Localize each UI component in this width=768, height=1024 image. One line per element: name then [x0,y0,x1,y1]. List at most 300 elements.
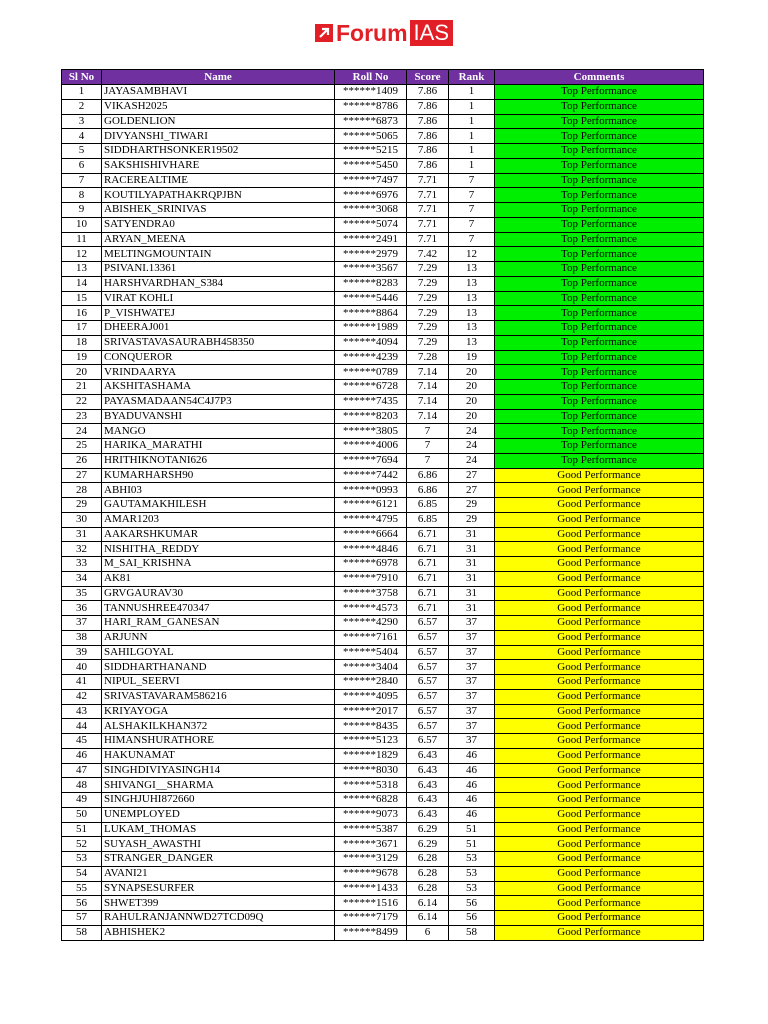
cell-name: MELTINGMOUNTAIN [102,247,335,262]
cell-score: 7.71 [407,173,449,188]
cell-score: 6.86 [407,468,449,483]
cell-sl-no: 53 [62,852,102,867]
cell-comment: Good Performance [495,837,704,852]
cell-roll-no: ******9073 [335,807,407,822]
cell-sl-no: 27 [62,468,102,483]
cell-name: AVANI21 [102,866,335,881]
cell-comment: Top Performance [495,232,704,247]
cell-score: 7.86 [407,129,449,144]
cell-sl-no: 3 [62,114,102,129]
cell-sl-no: 2 [62,99,102,114]
cell-roll-no: ******3671 [335,837,407,852]
cell-score: 6.57 [407,675,449,690]
cell-rank: 24 [449,424,495,439]
cell-roll-no: ******7435 [335,394,407,409]
cell-sl-no: 47 [62,763,102,778]
cell-name: SAKSHISHIVHARE [102,158,335,173]
table-row [62,837,704,852]
cell-rank: 31 [449,571,495,586]
table-row [62,365,704,380]
cell-roll-no: ******7442 [335,468,407,483]
cell-comment: Good Performance [495,542,704,557]
table-row [62,719,704,734]
cell-name: NISHITHA_REDDY [102,542,335,557]
cell-score: 6.28 [407,852,449,867]
table-row [62,129,704,144]
cell-name: HAKUNAMAT [102,748,335,763]
cell-roll-no: ******4239 [335,350,407,365]
cell-name: AKSHITASHAMA [102,380,335,395]
table-row [62,807,704,822]
cell-score: 7.29 [407,262,449,277]
table-row [62,616,704,631]
cell-name: SUYASH_AWASTHI [102,837,335,852]
cell-name: HARI_RAM_GANESAN [102,616,335,631]
cell-comment: Top Performance [495,306,704,321]
cell-score: 7.86 [407,144,449,159]
cell-score: 7.29 [407,335,449,350]
table-row [62,99,704,114]
table-row [62,689,704,704]
cell-comment: Good Performance [495,689,704,704]
cell-sl-no: 10 [62,217,102,232]
cell-comment: Top Performance [495,409,704,424]
cell-comment: Top Performance [495,439,704,454]
cell-name: UNEMPLOYED [102,807,335,822]
cell-sl-no: 17 [62,321,102,336]
cell-sl-no: 7 [62,173,102,188]
cell-rank: 31 [449,601,495,616]
table-row [62,453,704,468]
cell-score: 7.86 [407,85,449,100]
cell-score: 7.14 [407,409,449,424]
cell-comment: Good Performance [495,527,704,542]
cell-roll-no: ******8283 [335,276,407,291]
cell-name: CONQUEROR [102,350,335,365]
cell-name: PAYASMADAAN54C4J7P3 [102,394,335,409]
cell-name: TANNUSHREE470347 [102,601,335,616]
cell-roll-no: ******2491 [335,232,407,247]
cell-sl-no: 50 [62,807,102,822]
cell-sl-no: 20 [62,365,102,380]
cell-rank: 13 [449,262,495,277]
cell-roll-no: ******5215 [335,144,407,159]
cell-name: HRITHIKNOTANI626 [102,453,335,468]
cell-comment: Top Performance [495,85,704,100]
cell-score: 6.71 [407,557,449,572]
table-row [62,512,704,527]
cell-sl-no: 46 [62,748,102,763]
logo-group [315,20,453,47]
cell-comment: Good Performance [495,557,704,572]
cell-roll-no: ******2979 [335,247,407,262]
cell-score: 6.28 [407,866,449,881]
table-row [62,114,704,129]
cell-sl-no: 38 [62,630,102,645]
cell-name: RAHULRANJANNWD27TCD09Q [102,911,335,926]
cell-sl-no: 58 [62,925,102,940]
cell-comment: Good Performance [495,822,704,837]
cell-comment: Good Performance [495,704,704,719]
table-row [62,557,704,572]
cell-name: HIMANSHURATHORE [102,734,335,749]
table-row [62,660,704,675]
cell-rank: 37 [449,660,495,675]
cell-name: KOUTILYAPATHAKRQPJBN [102,188,335,203]
cell-comment: Top Performance [495,276,704,291]
cell-roll-no: ******1989 [335,321,407,336]
cell-sl-no: 6 [62,158,102,173]
cell-score: 6.86 [407,483,449,498]
cell-score: 7.42 [407,247,449,262]
cell-roll-no: ******8864 [335,306,407,321]
cell-roll-no: ******4094 [335,335,407,350]
cell-comment: Top Performance [495,144,704,159]
cell-name: SIDDHARTHSONKER19502 [102,144,335,159]
cell-comment: Good Performance [495,571,704,586]
cell-rank: 31 [449,527,495,542]
cell-name: P_VISHWATEJ [102,306,335,321]
cell-rank: 20 [449,409,495,424]
cell-score: 7.86 [407,99,449,114]
cell-score: 7.14 [407,394,449,409]
cell-name: M_SAI_KRISHNA [102,557,335,572]
cell-comment: Good Performance [495,896,704,911]
cell-sl-no: 39 [62,645,102,660]
table-row [62,793,704,808]
table-row [62,306,704,321]
cell-score: 7.71 [407,203,449,218]
cell-name: ALSHAKILKHAN372 [102,719,335,734]
cell-comment: Good Performance [495,660,704,675]
cell-rank: 13 [449,291,495,306]
cell-rank: 56 [449,911,495,926]
table-row [62,424,704,439]
table-row [62,527,704,542]
cell-sl-no: 25 [62,439,102,454]
cell-roll-no: ******5074 [335,217,407,232]
table-row [62,262,704,277]
logo-ias-text: IAS [410,20,453,46]
cell-score: 6.71 [407,586,449,601]
header-roll-no: Roll No [335,70,407,85]
cell-roll-no: ******3068 [335,203,407,218]
cell-score: 7.71 [407,188,449,203]
cell-comment: Top Performance [495,114,704,129]
cell-rank: 7 [449,188,495,203]
table-row [62,203,704,218]
cell-score: 6.57 [407,704,449,719]
cell-sl-no: 49 [62,793,102,808]
cell-rank: 31 [449,557,495,572]
cell-sl-no: 45 [62,734,102,749]
cell-name: SIDDHARTHANAND [102,660,335,675]
cell-sl-no: 15 [62,291,102,306]
cell-name: GRVGAURAV30 [102,586,335,601]
cell-score: 7.14 [407,380,449,395]
cell-score: 6.14 [407,911,449,926]
cell-rank: 53 [449,881,495,896]
cell-roll-no: ******6978 [335,557,407,572]
cell-name: LUKAM_THOMAS [102,822,335,837]
cell-roll-no: ******3758 [335,586,407,601]
cell-rank: 58 [449,925,495,940]
table-row [62,380,704,395]
cell-rank: 7 [449,203,495,218]
cell-rank: 56 [449,896,495,911]
cell-score: 7.29 [407,306,449,321]
cell-sl-no: 24 [62,424,102,439]
cell-comment: Top Performance [495,365,704,380]
cell-roll-no: ******1409 [335,85,407,100]
table-row [62,911,704,926]
cell-roll-no: ******9678 [335,866,407,881]
cell-sl-no: 22 [62,394,102,409]
header-comments: Comments [495,70,704,85]
table-row [62,85,704,100]
cell-score: 6.29 [407,822,449,837]
cell-comment: Good Performance [495,630,704,645]
cell-comment: Good Performance [495,645,704,660]
cell-name: AMAR1203 [102,512,335,527]
cell-rank: 46 [449,778,495,793]
cell-sl-no: 19 [62,350,102,365]
table-row [62,896,704,911]
cell-rank: 27 [449,468,495,483]
cell-name: MANGO [102,424,335,439]
cell-score: 7.71 [407,217,449,232]
cell-comment: Top Performance [495,291,704,306]
cell-sl-no: 54 [62,866,102,881]
cell-rank: 13 [449,306,495,321]
cell-comment: Top Performance [495,321,704,336]
cell-comment: Good Performance [495,852,704,867]
cell-rank: 19 [449,350,495,365]
cell-rank: 29 [449,498,495,513]
cell-score: 6.14 [407,896,449,911]
cell-name: ARYAN_MEENA [102,232,335,247]
cell-roll-no: ******8499 [335,925,407,940]
cell-sl-no: 33 [62,557,102,572]
table-row [62,173,704,188]
forumias-logo [0,18,768,48]
cell-rank: 20 [449,380,495,395]
cell-comment: Good Performance [495,734,704,749]
cell-name: SHWET399 [102,896,335,911]
table-row [62,291,704,306]
cell-comment: Good Performance [495,512,704,527]
cell-comment: Good Performance [495,763,704,778]
table-row [62,645,704,660]
cell-sl-no: 28 [62,483,102,498]
cell-score: 7.29 [407,291,449,306]
cell-comment: Good Performance [495,807,704,822]
cell-rank: 53 [449,852,495,867]
cell-roll-no: ******7910 [335,571,407,586]
cell-sl-no: 52 [62,837,102,852]
table-row [62,852,704,867]
cell-rank: 37 [449,719,495,734]
cell-rank: 31 [449,542,495,557]
cell-name: AK81 [102,571,335,586]
cell-comment: Top Performance [495,380,704,395]
cell-score: 6.43 [407,793,449,808]
cell-roll-no: ******2840 [335,675,407,690]
table-row [62,675,704,690]
cell-name: ABISHEK_SRINIVAS [102,203,335,218]
cell-rank: 51 [449,822,495,837]
cell-name: KRIYAYOGA [102,704,335,719]
table-row [62,468,704,483]
cell-roll-no: ******3404 [335,660,407,675]
cell-name: DIVYANSHI_TIWARI [102,129,335,144]
cell-score: 7.86 [407,114,449,129]
cell-score: 6.43 [407,763,449,778]
cell-score: 6.43 [407,807,449,822]
table-row [62,630,704,645]
cell-rank: 37 [449,689,495,704]
cell-rank: 29 [449,512,495,527]
cell-rank: 53 [449,866,495,881]
cell-sl-no: 56 [62,896,102,911]
cell-score: 6.71 [407,542,449,557]
arrow-icon [315,24,333,42]
cell-comment: Good Performance [495,498,704,513]
cell-name: PSIVANI.13361 [102,262,335,277]
cell-roll-no: ******4095 [335,689,407,704]
cell-comment: Top Performance [495,203,704,218]
cell-comment: Top Performance [495,217,704,232]
cell-comment: Good Performance [495,616,704,631]
table-row [62,276,704,291]
table-row [62,188,704,203]
cell-name: SINGHDIVIYASINGH14 [102,763,335,778]
cell-name: SHIVANGI__SHARMA [102,778,335,793]
cell-rank: 51 [449,837,495,852]
cell-name: VIKASH2025 [102,99,335,114]
cell-roll-no: ******4573 [335,601,407,616]
cell-score: 7 [407,424,449,439]
results-table-container [61,69,704,941]
cell-sl-no: 51 [62,822,102,837]
cell-sl-no: 55 [62,881,102,896]
cell-roll-no: ******7179 [335,911,407,926]
cell-sl-no: 29 [62,498,102,513]
table-row [62,144,704,159]
cell-comment: Good Performance [495,586,704,601]
table-row [62,704,704,719]
cell-sl-no: 11 [62,232,102,247]
cell-roll-no: ******5450 [335,158,407,173]
cell-rank: 1 [449,144,495,159]
table-row [62,571,704,586]
cell-roll-no: ******0993 [335,483,407,498]
cell-rank: 37 [449,704,495,719]
table-row [62,409,704,424]
cell-sl-no: 44 [62,719,102,734]
cell-comment: Top Performance [495,247,704,262]
cell-name: ABHISHEK2 [102,925,335,940]
cell-comment: Good Performance [495,911,704,926]
cell-name: VRINDAARYA [102,365,335,380]
cell-comment: Top Performance [495,350,704,365]
cell-sl-no: 30 [62,512,102,527]
header-score: Score [407,70,449,85]
cell-rank: 7 [449,173,495,188]
table-row [62,498,704,513]
cell-sl-no: 21 [62,380,102,395]
cell-rank: 20 [449,394,495,409]
cell-roll-no: ******3129 [335,852,407,867]
cell-sl-no: 57 [62,911,102,926]
cell-name: SRIVASTAVARAM586216 [102,689,335,704]
cell-name: RACEREALTIME [102,173,335,188]
table-row [62,321,704,336]
cell-score: 7.29 [407,321,449,336]
cell-roll-no: ******8203 [335,409,407,424]
cell-roll-no: ******8435 [335,719,407,734]
table-row [62,542,704,557]
cell-score: 6.57 [407,616,449,631]
cell-name: AAKARSHKUMAR [102,527,335,542]
cell-roll-no: ******7694 [335,453,407,468]
cell-comment: Top Performance [495,335,704,350]
table-body [62,85,704,941]
cell-roll-no: ******7497 [335,173,407,188]
cell-name: GAUTAMAKHILESH [102,498,335,513]
cell-sl-no: 36 [62,601,102,616]
cell-comment: Top Performance [495,453,704,468]
cell-sl-no: 48 [62,778,102,793]
cell-score: 6.57 [407,630,449,645]
cell-rank: 20 [449,365,495,380]
cell-score: 6.43 [407,748,449,763]
cell-rank: 13 [449,276,495,291]
cell-comment: Good Performance [495,881,704,896]
table-row [62,748,704,763]
cell-rank: 46 [449,807,495,822]
table-row [62,439,704,454]
table-row [62,217,704,232]
cell-name: SRIVASTAVASAURABH458350 [102,335,335,350]
cell-rank: 46 [449,793,495,808]
cell-sl-no: 1 [62,85,102,100]
cell-name: HARSHVARDHAN_S384 [102,276,335,291]
results-table [61,69,704,941]
header-sl-no: Sl No [62,70,102,85]
cell-score: 6.85 [407,498,449,513]
cell-roll-no: ******6664 [335,527,407,542]
cell-score: 6.57 [407,645,449,660]
cell-rank: 37 [449,630,495,645]
cell-roll-no: ******5065 [335,129,407,144]
cell-roll-no: ******4846 [335,542,407,557]
cell-roll-no: ******3567 [335,262,407,277]
header-name: Name [102,70,335,85]
cell-score: 6.57 [407,660,449,675]
cell-sl-no: 35 [62,586,102,601]
cell-comment: Good Performance [495,468,704,483]
cell-comment: Good Performance [495,778,704,793]
cell-name: SATYENDRA0 [102,217,335,232]
cell-comment: Top Performance [495,394,704,409]
cell-comment: Good Performance [495,866,704,881]
cell-score: 6.43 [407,778,449,793]
cell-roll-no: ******4290 [335,616,407,631]
cell-roll-no: ******6121 [335,498,407,513]
cell-roll-no: ******5404 [335,645,407,660]
cell-sl-no: 23 [62,409,102,424]
